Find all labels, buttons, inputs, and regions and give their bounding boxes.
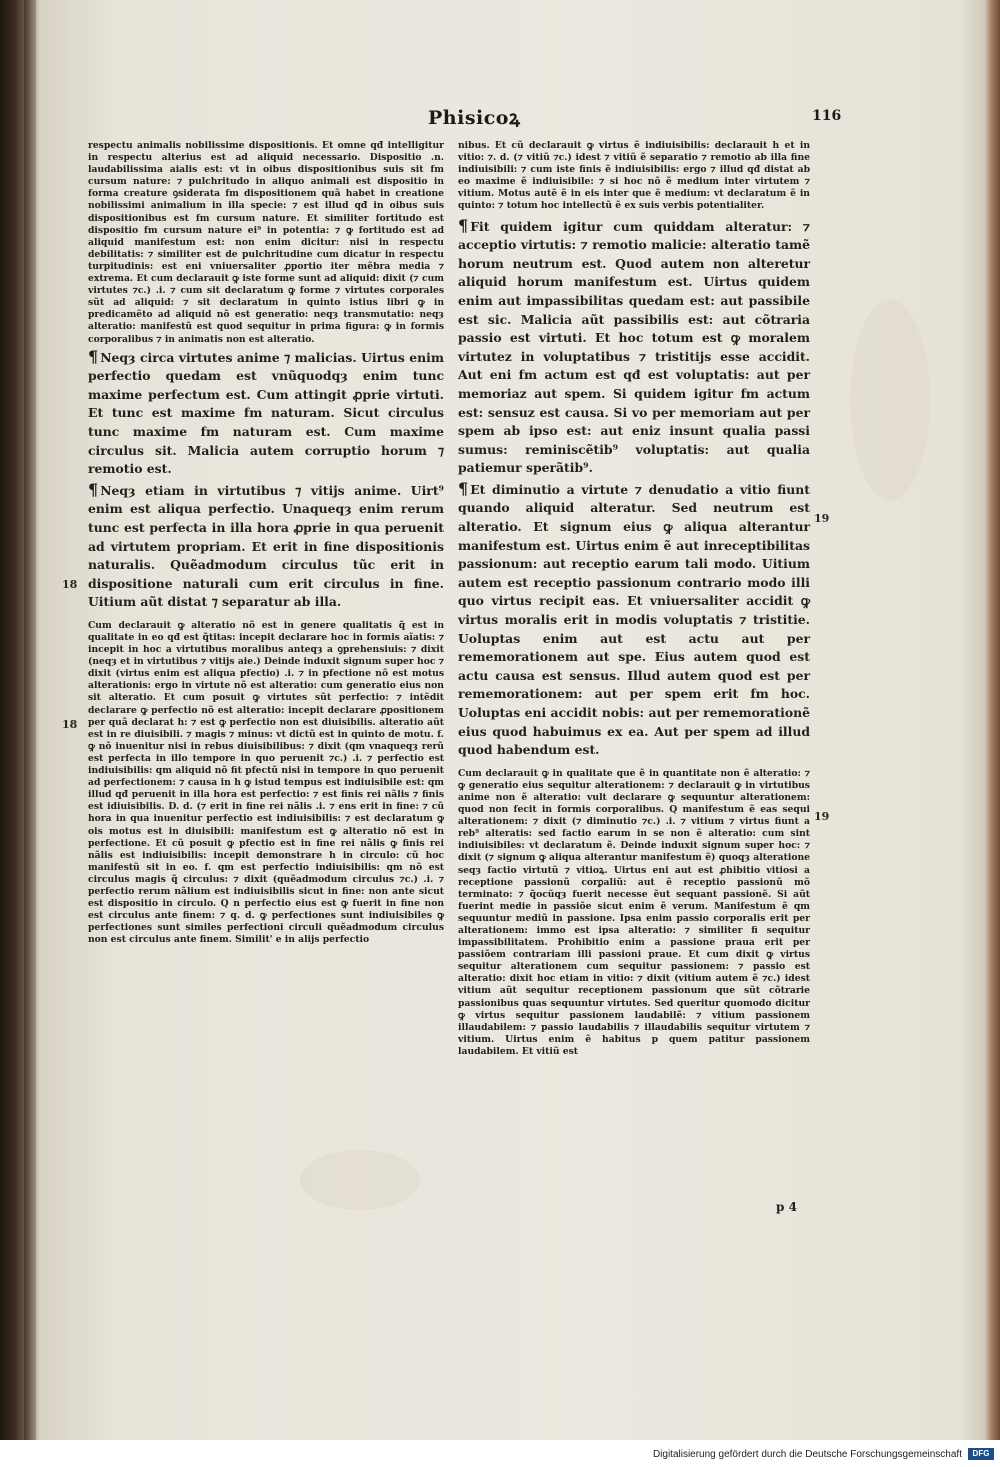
main-text: Fit quidem igitur cum quiddam alteratur: ⁊ acceptio virtutis: ⁊ remotio malicie: alteratio tamẽ horum neutrum est. Quod autem non alteretur aliquid horum manifestum est. Uirtus quidem enim aut impassibilitas quedam est: aut passibile est sic. Malicia aũt passibilis est: aut cõtraria passio est virtuti. Et hoc totum est ꝙ moralem virtutez in voluptatibus ⁊ tristitijs esse accidit. Aut eni fm actum est qđ est voluptatis: aut per memoriaz aut spem. Si quidem igitur fm actum est: sensuz est causa. Si vo per memoriam aut per spem ab ipso est: aut eniz insunt qualia passi sumus: reminiscẽtib⁹ voluptatis: aut qualia patiemur sperãtib⁹.	[458, 218, 810, 476]
paragraph-mark-icon: ¶	[88, 346, 99, 366]
margin-number: 18	[62, 718, 78, 731]
left-column	[88, 140, 444, 946]
main-text: Neqȝ circa virtutes anime ⁊ malicias. Uirtus enim perfectio quedam est vnũquodqȝ enim tunc maxime perfectum est. Cum attingit ꝓprie virtuti. Et tunc est maxime fm naturam. Sicut circulus tunc maxime fm naturam est. Cum maxime circulus sit. Malicia autem corruptio horum ⁊ remotio est.	[88, 349, 444, 477]
margin-number: 19	[814, 512, 830, 525]
main-text-block	[88, 348, 444, 479]
paragraph-mark-icon: ¶	[458, 215, 469, 235]
page-shadow	[24, 0, 34, 1440]
main-text-block	[88, 481, 444, 612]
commentary-block: Cum declarauit ꝙ alteratio nõ est in genere qualitatis q̃ est in qualitate in eo qđ est q̃titas: incepit declarare hoc in formis aĩatis: ⁊ incepit in hoc a virtutibus moralibus anteqȝ a ꝯprehensiuis: ⁊ dixit (neqȝ et in virtutibus ⁊ vitijs aie.) Deinde induxit signum super hoc ⁊ dixit (virtus enim est aliqua pfectio) .i. ⁊ in pfectione nõ est motus alterationis: ergo in virtute nõ est alteratio: cum generatio eius non sit alteratio. Et cum posuit ꝙ virtutes sũt perfectio: ⁊ intẽdit declarare ꝙ perfectio nõ est alteratio: incepit declarare ꝓpositionem per quã declarat h: ⁊ est ꝙ perfectio non est diuisibilis. alteratio aũt est in re diuisibili. ⁊ magis ⁊ minus: vt dictũ est in quinto de motu. f. ꝙ nõ inuenitur nisi in rebus diuisibilibus: ⁊ dixit (qm vnaqueqȝ rerũ est perfecta in illo tempore in quo peruenit ⁊c.) .i. ⁊ perfectio est indiuisibilis: qm aliquid nõ fit pfectũ nisi in tempore in quo peruenit ad perfectionem: ⁊ causa in h ꝙ istud tempus est indiuisibile est: qm illud qđ peruenit in illa hora est perfectio: ⁊ est finis rei nãlis ⁊ finis est idiuisibilis. D. d. (⁊ erit in fine rei nãlis .i. ⁊ ens erit in fine: ⁊ cũ hora in qua inuenitur perfectio est indiuisibilis: ⁊ est declaratum ꝙ ois motus est in diuisibili: manifestum est ꝙ alteratio nõ est in perfectione. Et cũ posuit ꝙ pfectio est in fine rei nãlis ꝙ finis rei nãlis est indiuisibilis: incepit demonstrare h in circulo: cũ hoc manifestũ sit in eo. f. qm est perfectio indiuisibilis: qm nõ est circulus magis q̃ circulus: ⁊ dixit (quẽadmodum circulus ⁊c.) .i. ⁊ perfectio rerum nãlium est indiuisibilis sicut in fine: non ante sicut est dispositio in circulo. Q n perfectio eius est ꝙ fuerit in fine non est circulus ante finem: ⁊ q. d. ꝙ perfectiones sunt indiuisibiles ꝙ perfectiones sunt similes perfectioni circuli quẽadmodum circulus non est circulus ante finem. Similit' e in alijs perfectio	[88, 619, 444, 946]
commentary-block: respectu animalis nobilissime dispositionis. Et omne qđ intelligitur in respectu alterius est ad aliquid necessario. Dispositio .n. laudabilissima aialis est: vt in oibus dispositionibus suis sit fm cursum nature: ⁊ pulchritudo in aliquo animali est dispositio in forma creature ꝯsiderata fm dispositionem quã habet in creatione nobilissimi animalium in illa specie: ⁊ est illud qđ in oibus suis dispositionibus est fm cursum nature. Et similiter fortitudo est dispositio fm cursum nature ei⁹ in potentia: ⁊ ꝙ fortitudo est ad aliquid manifestum est: non enim dicitur: nisi in respectu debilitatis: ⁊ similiter est de pulchritudine cum dicatur in respectu turpitudinis: est eni vniuersaliter ꝓportio iter mẽbra media ⁊ extrema. Et cum declarauit ꝙ iste forme sunt ad aliquid: dixit (⁊ cum virtutes ⁊c.) .i. ⁊ cum sit declaratum ꝙ forme ⁊ virtutes corporales sũt ad aliquid: ⁊ sit declaratum in quinto istius libri ꝙ in predicamẽto ad aliquid nõ est generatio: neqȝ transmutatio: neqȝ alteratio: manifestũ est quod sequitur in prima figura: ꝙ in formis corporalibus ⁊ in animatis non est alteratio.	[88, 140, 444, 345]
folio-number: 116	[812, 108, 842, 124]
main-text: Et diminutio a virtute ⁊ denudatio a vitio fiunt quando aliquid alteratur. Sed neutrum est alteratio. Et signum eius ꝙ aliqua alterantur manifestum est. Uirtus enim ẽ aut inreceptibilitas passionum: aut receptio earum tali modo. Uitium autem est receptio passionum contrario modo illi quo virtus recipit eas. Et vniuersaliter accidit ꝙ virtus moralis erit in modis voluptatis ⁊ tristitie. Uoluptas enim aut est actu aut per rememorationem aut spe. Eius autem quod est actu causa est sensus. Illud autem quod est per rememorationem: aut per spem erit fm hoc. Uoluptas eni accidit nobis: aut per rememorationẽ eius quod habuimus ex ea. Aut per spem ad illud quod habendum est.	[458, 481, 810, 758]
running-head: Phisicoꝝ	[428, 107, 521, 129]
funding-credit: Digitalisierung gefördert durch die Deutsche Forschungsgemeinschaft	[652, 1449, 962, 1460]
main-text-block	[458, 217, 810, 478]
footer-bar	[0, 1440, 1000, 1467]
right-column	[458, 140, 810, 1058]
commentary-block: nibus. Et cũ declarauit ꝙ virtus ẽ indiuisibilis: declarauit h et in vitio: ⁊. d. (⁊ vitiũ ⁊c.) idest ⁊ vitiũ ẽ separatio ⁊ remotio ab illa fine indiuisibili: ⁊ cum iste finis ẽ indiuisibilis: ergo ⁊ illud qđ distat ab eo maxime ẽ indiuisibile: ⁊ si hoc nõ ẽ medium inter virtutem ⁊ vitium. Motus autẽ ẽ in eis inter que ẽ medium: vt declaratum ẽ in quinto: ⁊ totum hoc intellectũ ẽ ex suis verbis potentialiter.	[458, 140, 810, 212]
main-text-block	[458, 480, 810, 760]
dfg-logo-icon: DFG	[968, 1448, 994, 1460]
paper-stain	[300, 1150, 420, 1210]
paragraph-mark-icon: ¶	[88, 479, 99, 499]
signature-mark: p 4	[776, 1200, 797, 1214]
paper-stain	[850, 300, 930, 500]
commentary-block: Cum declarauit ꝙ in qualitate que ẽ in quantitate non ẽ alteratio: ⁊ ꝙ generatio eius sequitur alterationem: ⁊ declarauit ꝙ in virtutibus anime non ẽ alteratio: vult declarare ꝙ sequuntur alterationem: quod non fecit in formis corporalibus. Q manifestum ẽ eas sequi alterationem: ⁊ dixit (⁊ diminutio ⁊c.) .i. ⁊ vitium ⁊ virtus fiunt a reb⁹ alteratis: sed factio earum in se non ẽ alteratio: cum sint indiuisibiles: vt declaratum ẽ. Deinde induxit signum super hoc: ⁊ dixit (⁊ signum ꝙ aliqua alterantur manifestum ẽ) quoqȝ alteratione seqȝ factio virtutũ ⁊ vitioꝝ. Uirtus eni aut est ꝓhibitio vitiosi a receptione passionũ corꝑaliũ: aut ẽ receptio passionũ mõ terminato: ⁊ q̃ocũqȝ fuerit necesse ẽut sequant passionẽ. Si aũt fuerint medie in passiõe sicut enim ẽ verum. Manifestum ẽ qm sequuntur mediũ in passione. Ipsa enim passio corporalis erit per alterationem: immo est ipsa alteratio: ⁊ similiter fi sequitur impassibilitatem. Prohibitio enim a passione praua erit per passiõem contrariam illi passioni praue. Et cum dixit ꝙ virtus sequitur alterationem cum sequitur passionem: ⁊ passio est alteratio: dixit hoc etiam in vitio: ⁊ dixit (vitium autem ẽ ⁊c.) idest vitium aũt sequitur receptionem passionum que sũt cõtrarie passionibus quas sequuntur virtutes. Sed queritur quomodo dicitur ꝙ virtus sequitur passionem laudabilẽ: ⁊ vitium passionem illaudabilem: ⁊ passio laudabilis ⁊ illaudabilis sequitur virtutem ⁊ vitium. Uirtus enim ẽ habitus p quem patitur passionem laudabilem. Et vitiũ est	[458, 767, 810, 1057]
margin-number: 19	[814, 810, 830, 823]
main-text: Neqȝ etiam in virtutibus ⁊ vitijs anime. Uirt⁹ enim est aliqua perfectio. Unaqueqȝ enim rerum tunc est perfecta in illa hora ꝓprie in qua peruenit ad virtutem propriam. Et erit in fine dispositionis naturalis. Quẽadmodum circulus tũc erit in dispositione naturali cum erit circulus in fine. Uitium aũt distat ⁊ separatur ab illa.	[88, 482, 444, 610]
page-edge	[984, 0, 1000, 1440]
paragraph-mark-icon: ¶	[458, 478, 469, 498]
margin-number: 18	[62, 578, 78, 591]
